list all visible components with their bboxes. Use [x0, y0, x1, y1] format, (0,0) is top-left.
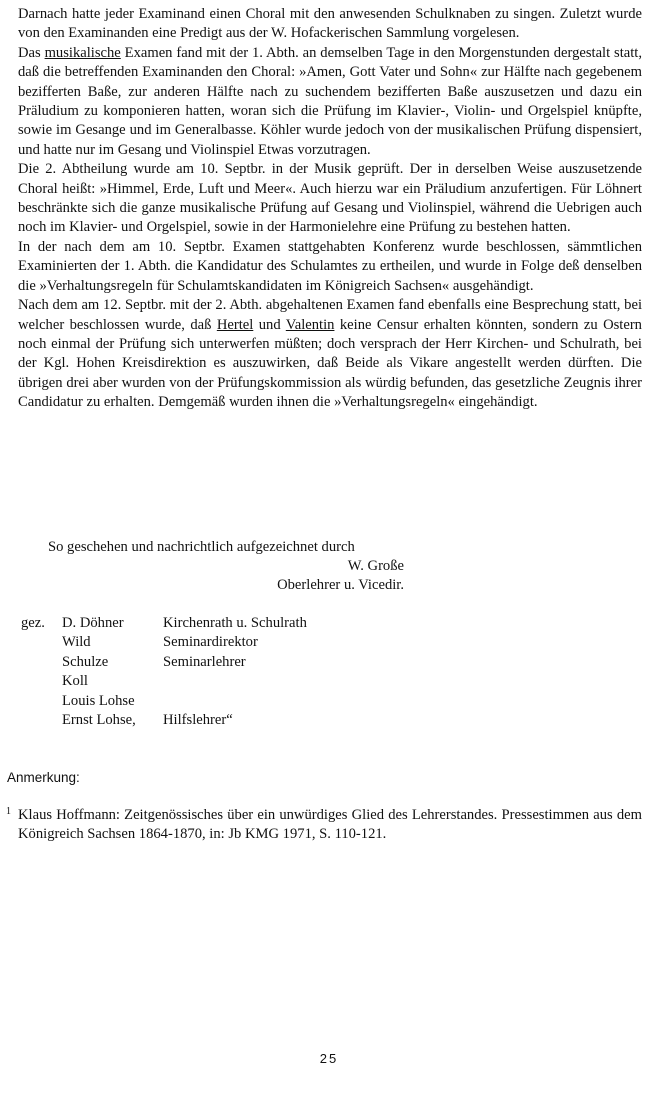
signature-row — [62, 633, 307, 652]
signer-role: Kirchenrath u. Schulrath — [163, 615, 307, 631]
paragraph-3: Die 2. Abtheilung wurde am 10. Septbr. in der Musik geprüft. Der in derselben Weise auszusetzende Choral heißt: »Himmel, Erde, Luft und Meer«. Auch hierzu war ein Präludium anzufertigen. Für Löhnert beschränkte sich die ganze musikalische Prüfung auf Gesang und Violinspiel, während die Uebrigen auch noch im Klavier- und Orgelspiel, sowie in der Harmonielehre eine Prüfung zu bestehen hatten. — [18, 161, 642, 236]
footnote-text: Klaus Hoffmann: Zeitgenössisches über ein unwürdiges Glied des Lehrerstandes. Pressestimmen aus dem Königreich Sachsen 1864-1870, in: Jb KMG 1971, S. 110-121. — [18, 807, 642, 843]
paragraph-5 — [18, 296, 642, 412]
paragraph-2-rest: Examen fand mit der 1. Abth. an demselben Tage in den Morgenstunden dergestalt statt, daß die betreffenden Examinanden den Choral: »Amen, Gott Vater und Sohn« zur Hälfte nach gegebenem bezifferten Baße, zur anderen Hälfte nach zu suchendem bezifferten Baße auszusetzen und dazu ein Präludium zu komponieren hatten, woran sich die Prüfung im Klavier-, Violin- und Orgelspiel knüpfte, sowie im Gesange und im Generalbasse. Köhler wurde jedoch von der musikalischen Prüfung dispensiert, und hatte nur im Gesang und Violinspiel Etwas vorzutragen. — [18, 44, 642, 158]
author-name: W. Große — [347, 558, 404, 574]
signature-list — [62, 614, 307, 730]
signer-name: D. Döhner — [62, 615, 124, 631]
signature-row — [62, 711, 307, 730]
paragraph-1: Darnach hatte jeder Examinand einen Choral mit den anwesenden Schulknaben zu singen. Zuletzt wurde von den Examinanden eine Predigt aus der W. Hofackerischen Sammlung vorgelesen. — [18, 6, 642, 42]
page-number: 25 — [319, 1051, 339, 1066]
underlined-name-valentin: Valentin — [285, 316, 335, 333]
signer-role: Hilfslehrer“ — [163, 712, 233, 729]
signer-role: Seminardirektor — [163, 634, 258, 651]
footnote — [6, 806, 642, 845]
signature-row — [62, 692, 307, 711]
paragraph-2 — [18, 44, 642, 160]
paragraph-2-start: Das — [18, 44, 45, 61]
paragraph-5-and: und — [253, 316, 286, 333]
paragraph-5-start: Nach dem am 12. Septbr. mit der 2. Abth. abgehaltenen Examen fand ebenfalls eine Besprechung statt, bei welcher beschlossen wurde, daß — [18, 297, 642, 333]
signer-name: Wild — [62, 634, 91, 651]
signer-name: Louis Lohse — [62, 692, 135, 709]
paragraph-5-rest: keine Censur erhalten könnten, sondern zu Ostern noch einmal der Prüfung sich unterwerfen müßten; doch versprach der Herr Kirchen- und Schulrath, bei der Kgl. Hohen Kreisdirektion es auszuwirken, daß Beide als Vikare angestellt werden dürften. Die übrigen drei aber wurden von der Prüfungskommission als würdig befunden, das gesetzliche Zeugnis ihrer Candidatur zu erhalten. Demgemäß wurden ihnen die »Verhaltungsregeln« eingehändigt. — [18, 316, 642, 411]
underlined-word-musikalische: musikalische — [44, 44, 121, 61]
signature-row — [62, 614, 307, 633]
paragraph-4: In der nach dem am 10. Septbr. Examen stattgehabten Konferenz wurde beschlossen, sämmtlichen Examinierten der 1. Abth. die Kandidatur des Schulamtes zu ertheilen, und wurde in Folge deß denselben die »Verhaltungsregeln für Schulamtskandidaten im Königreich Sachsen« ausgehändigt. — [18, 238, 642, 294]
signer-name: Ernst Lohse, — [62, 712, 136, 729]
signer-name: Schulze — [62, 653, 109, 670]
signer-name: Koll — [62, 673, 88, 690]
closing-line: So geschehen und nachrichtlich aufgezeichnet durch — [48, 539, 355, 555]
signature-row — [62, 672, 307, 691]
signature-prefix: gez. — [21, 615, 45, 631]
underlined-name-hertel: Hertel — [216, 316, 254, 333]
body-text — [18, 5, 642, 413]
signature-row — [62, 653, 307, 672]
footnote-marker: 1 — [6, 806, 11, 817]
annotation-heading: Anmerkung: — [7, 770, 80, 785]
signer-role: Seminarlehrer — [163, 653, 246, 670]
author-title: Oberlehrer u. Vicedir. — [277, 577, 404, 593]
